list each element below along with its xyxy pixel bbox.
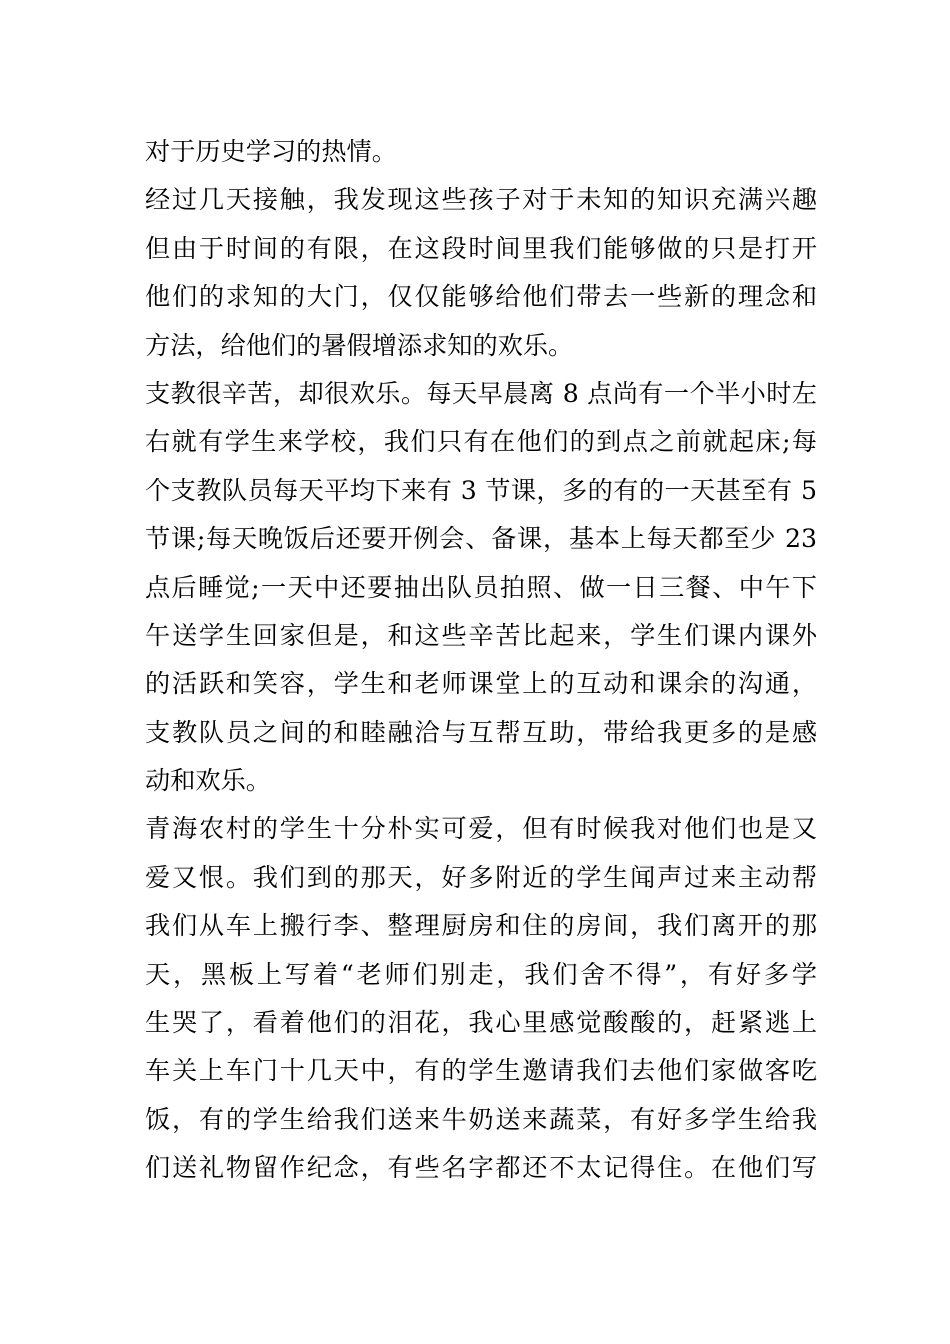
text-line: 们送礼物留作纪念，有些名字都还不太记得住。在他们写 bbox=[145, 1153, 817, 1183]
text-line: 午送学生回家但是，和这些辛苦比起来，学生们课内课外 bbox=[145, 620, 817, 650]
text-line: 饭，有的学生给我们送来牛奶送来蔬菜，有好多学生给我 bbox=[145, 1104, 817, 1134]
text-line: 的活跃和笑容，学生和老师课堂上的互动和课余的沟通， bbox=[145, 669, 817, 699]
text-line: 点后睡觉;一天中还要抽出队员拍照、做一日三餐、中午下 bbox=[145, 572, 817, 602]
text-line: 天，黑板上写着“老师们别走，我们舍不得”，有好多学 bbox=[145, 959, 817, 989]
text-line: 生哭了，看着他们的泪花，我心里感觉酸酸的，赶紧逃上 bbox=[145, 1008, 817, 1038]
text-line: 他们的求知的大门，仅仅能够给他们带去一些新的理念和 bbox=[145, 282, 817, 312]
text-line: 个支教队员每天平均下来有 3 节课，多的有的一天甚至有 5 bbox=[145, 475, 817, 505]
text-line: 爱又恨。我们到的那天，好多附近的学生闻声过来主动帮 bbox=[145, 862, 817, 892]
text-line: 支教队员之间的和睦融洽与互帮互助，带给我更多的是感 bbox=[145, 717, 817, 747]
text-line: 青海农村的学生十分朴实可爱，但有时候我对他们也是又 bbox=[145, 814, 817, 844]
text-line: 节课;每天晚饭后还要开例会、备课，基本上每天都至少 23 bbox=[145, 524, 817, 554]
text-line: 车关上车门十几天中，有的学生邀请我们去他们家做客吃 bbox=[145, 1056, 817, 1086]
text-line: 动和欢乐。 bbox=[145, 766, 271, 796]
text-line: 右就有学生来学校，我们只有在他们的到点之前就起床;每 bbox=[145, 427, 817, 457]
text-line: 但由于时间的有限，在这段时间里我们能够做的只是打开 bbox=[145, 233, 817, 263]
body-text bbox=[145, 128, 817, 1193]
text-line: 支教很辛苦，却很欢乐。每天早晨离 8 点尚有一个半小时左 bbox=[145, 378, 817, 408]
text-line: 经过几天接触，我发现这些孩子对于未知的知识充满兴趣 bbox=[145, 185, 817, 215]
text-line: 我们从车上搬行李、整理厨房和住的房间，我们离开的那 bbox=[145, 911, 817, 941]
text-line: 方法，给他们的暑假增添求知的欢乐。 bbox=[145, 330, 574, 360]
text-line: 对于历史学习的热情。 bbox=[145, 137, 397, 166]
